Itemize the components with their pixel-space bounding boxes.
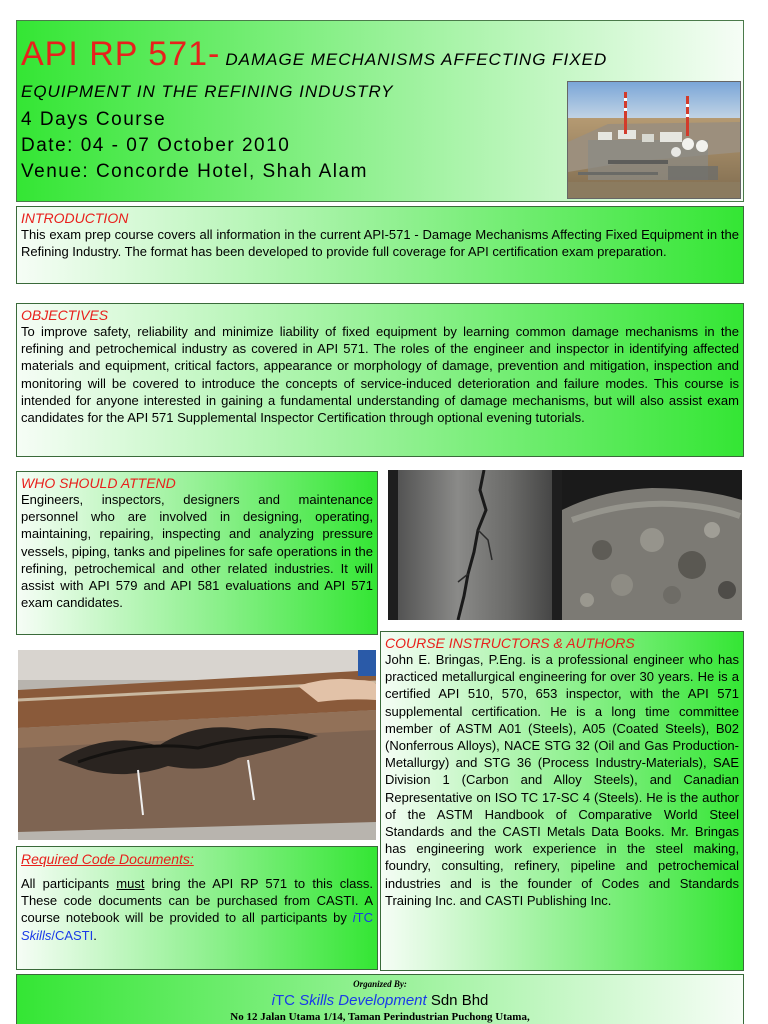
title-dash: -	[208, 35, 220, 73]
course-code: API RP 571	[21, 35, 209, 73]
instructors-title: COURSE INSTRUCTORS & AUTHORS	[385, 635, 635, 651]
footer-organizer	[16, 974, 744, 1024]
course-title	[21, 35, 607, 74]
instructors-section	[380, 631, 744, 971]
introduction-title: INTRODUCTION	[21, 210, 129, 226]
introduction-text: This exam prep course covers all information in the current API-571 - Damage Mechanisms Affecting Fixed Equipment in the Refining Industry. The format has been developed to provide full coverage for API certification exam preparation.	[21, 227, 739, 260]
course-title-line1: DAMAGE MECHANISMS AFFECTING FIXED	[225, 50, 608, 69]
required-documents-text: All participants must bring the API RP 571 to this class. These code documents can be purchased from CASTI. A course notebook will be provided to all participants by iTC Skills/CASTI.	[21, 876, 373, 943]
crack-surface-photo	[388, 470, 562, 620]
course-duration: 4 Days Course	[21, 109, 167, 130]
refinery-photo	[567, 81, 741, 199]
fracture-surface-photo	[562, 470, 742, 620]
organized-by-label: Organized By:	[353, 979, 407, 989]
itc-logo-i: i	[352, 910, 356, 926]
who-should-attend-text: Engineers, inspectors, designers and maintenance personnel who are involved in designing, operating, maintaining, repairing, inspecting and analyzing pressure vessels, piping, tanks and pipelines for safe operations in the refining, petrochemical and other related industries. It will assist with API 579 and API 581 evaluations and API 571 exam candidates.	[21, 492, 373, 611]
objectives-section	[16, 303, 744, 457]
objectives-title: OBJECTIVES	[21, 307, 109, 323]
introduction-section	[16, 206, 744, 284]
organizer-address: No 12 Jalan Utama 1/14, Taman Perindustrian Puchong Utama,	[230, 1011, 530, 1023]
instructors-text: John E. Bringas, P.Eng. is a professional engineer who has practiced metallurgical engineering for over 30 years. He is a certified API 510, 570, 653 inspector, with the API 571 supplemental certification. He is a long time committee member of ASTM A01 (Steels), A05 (Coated Steels), B02 (Nonferrous Alloys), NACE STG 32 (Oil and Gas Production-Metallurgy) and STG 36 (Process Industry-Materials), SAE Division 1 (Carbon and Alloy Steels), and Canadian Representative on ISO TC 17-SC 4 (Steels). He is the author of the ASTM Handbook of Comparative World Steel Standards and the CASTI Metals Data Books. Mr. Bringas has engineering work experience in the steel making, foundry, consulting, refinery, pipeline and petrochemical industries and is the founder of Codes and Standards Training Inc. and CASTI Publishing Inc.	[385, 652, 739, 908]
course-title-line2: EQUIPMENT IN THE REFINING INDUSTRY	[21, 82, 394, 101]
objectives-text: To improve safety, reliability and minimize liability of fixed equipment by learning common damage mechanisms in the refining and petrochemical industry as covered in API 571. The roles of the engineer and inspector in identifying affected materials and equipment, critical factors, appearance or morphology of damage, prevention and mitigation, inspection and monitoring will be covered to introduce the concepts of service-induced deterioration and failure modes. This course is intended for anyone interested in gaining a fundamental understanding of damage mechanisms, but will also assist exam candidates for the API 571 Supplemental Inspector Certification through optional evening tutorials.	[21, 324, 739, 426]
course-venue: Venue: Concorde Hotel, Shah Alam	[21, 161, 368, 182]
organizer-name: iTC Skills Development Sdn Bhd	[271, 992, 489, 1009]
header-banner	[16, 20, 744, 202]
who-should-attend-title: WHO SHOULD ATTEND	[21, 475, 176, 491]
casti-name: /CASTI	[51, 927, 94, 943]
cracked-pipe-photo	[18, 650, 376, 840]
itc-skills: Skills	[21, 927, 52, 943]
course-date: Date: 04 - 07 October 2010	[21, 135, 291, 156]
itc-logo-tc: TC	[355, 910, 373, 926]
required-documents-title: Required Code Documents:	[21, 851, 194, 867]
must-emphasis: must	[116, 876, 145, 891]
who-should-attend-section	[16, 471, 378, 635]
required-documents-section	[16, 846, 378, 970]
